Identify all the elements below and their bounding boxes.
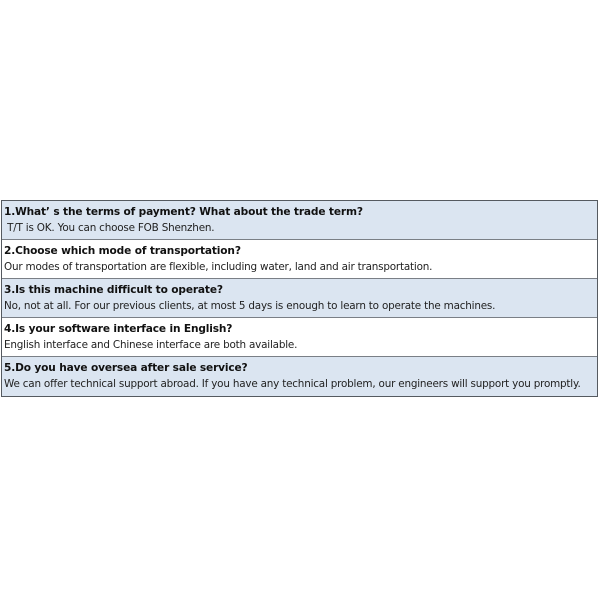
faq-answer: Our modes of transportation are flexible, including water, land and air transportation. [4, 261, 433, 273]
faq-answer: We can offer technical support abroad. If you have any technical problem, our engineers will support you promptly. [4, 378, 581, 390]
faq-answer: English interface and Chinese interface are both available. [4, 339, 298, 351]
faq-item-transportation [2, 240, 597, 279]
faq-question: 4.Is your software interface in English? [4, 323, 233, 335]
faq-question: 3.Is this machine difficult to operate? [4, 284, 223, 296]
faq-answer: No, not at all. For our previous clients, at most 5 days is enough to learn to operate the machines. [4, 300, 496, 312]
faq-item-operation [2, 279, 597, 318]
faq-answer: T/T is OK. You can choose FOB Shenzhen. [4, 222, 215, 234]
faq-question: 1.What’ s the terms of payment? What about the trade term? [4, 206, 363, 218]
faq-item-after-sale [2, 357, 597, 396]
faq-item-language [2, 318, 597, 357]
faq-table [1, 200, 598, 397]
faq-question: 2.Choose which mode of transportation? [4, 245, 241, 257]
faq-question: 5.Do you have oversea after sale service? [4, 362, 248, 374]
faq-item-payment [2, 201, 597, 240]
